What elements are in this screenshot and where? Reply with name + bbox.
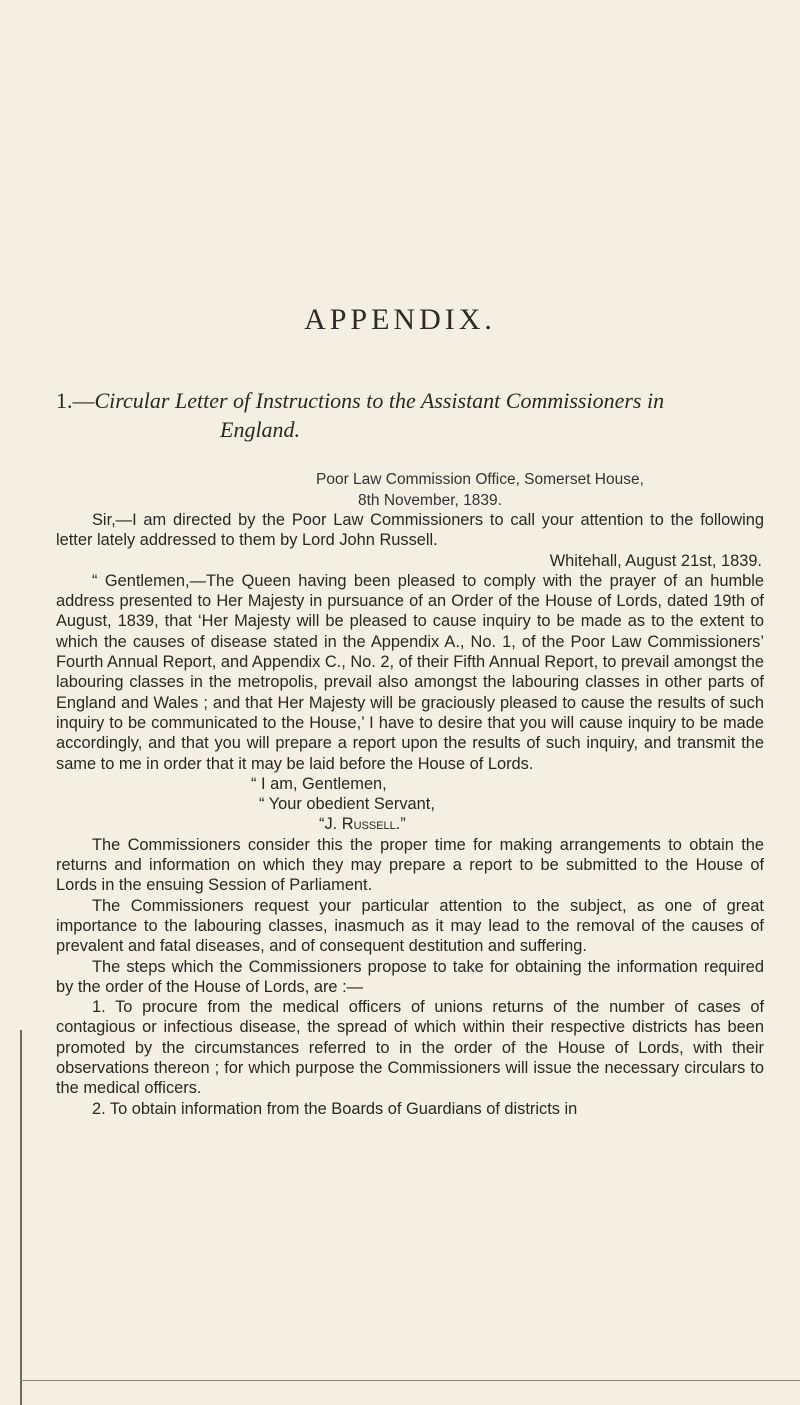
paragraph-sir: Sir,—I am directed by the Poor Law Commissioners to call your attention to the following letter lately addressed to them by Lord John Russell.	[56, 511, 764, 550]
office-address	[316, 469, 756, 511]
paragraph-commissioners1: The Commissioners consider this the proper time for making arrangements to obtain the returns and information on which they may prepare a report to be submitted to the House of Lords in the ensuing Session of Parliament.	[56, 835, 764, 895]
section-number: 1.—	[56, 388, 95, 413]
closing-line1: “ I am, Gentlemen,	[251, 774, 387, 793]
section-title-line1: Circular Letter of Instructions to the Assistant Commissioners in	[94, 388, 665, 413]
page-edge-vertical-line	[20, 1030, 22, 1405]
section-title-line2: England.	[220, 417, 301, 442]
page-edge-horizontal-line	[20, 1380, 800, 1381]
section-title	[56, 386, 766, 444]
paragraph-commissioners2: The Commissioners request your particular attention to the subject, as one of great importance to the labouring classes, inasmuch as it may lead to the removal of the causes of prevalent and fatal diseases, and of consequent destitution and suffering.	[56, 896, 764, 956]
list-item-2: 2. To obtain information from the Boards of Guardians of districts in	[92, 1099, 578, 1118]
address-line1: Poor Law Commission Office, Somerset House,	[316, 471, 644, 488]
list-item-1: 1. To procure from the medical officers of unions returns of the number of cases of contagious or infectious disease, the spread of which within their respective districts has been promoted by the circumstances referred to in the order of the House of Lords, with their observations thereon ; for which purpose the Commissioners will issue the necessary circulars to the medical officers.	[56, 998, 764, 1098]
closing-line2: “ Your obedient Servant,	[259, 795, 435, 814]
appendix-heading: APPENDIX.	[304, 303, 496, 336]
whitehall-dateline: Whitehall, August 21st, 1839.	[549, 551, 762, 570]
letter-body	[56, 510, 764, 1119]
paragraph-steps: The steps which the Commissioners propose to take for obtaining the information required by the order of the House of Lords, are :—	[56, 957, 764, 996]
paragraph-letter: “ Gentlemen,—The Queen having been pleased to comply with the prayer of an humble address presented to Her Majesty in pursuance of an Order of the House of Lords, dated 19th of August, 1839, that ‘Her Majesty will be pleased to cause inquiry to be made as to the extent to which the causes of disease stated in the Appendix A., No. 1, of the Poor Law Commissioners’ Fourth Annual Report, and Appendix C., No. 2, of their Fifth Annual Report, to prevail amongst the labouring classes in the metropolis, prevail also amongst the labouring classes in other parts of England and Wales ; and that Her Majesty will be graciously pleased to cause the results of such inquiry to be communicated to the House,’ I have to desire that you will cause inquiry to be made accordingly, and that you will prepare a report upon the results of such inquiry, and transmit the same to me in order that it may be laid before the House of Lords.	[56, 571, 764, 773]
signature: “J. Russell.”	[319, 815, 406, 834]
address-line2: 8th November, 1839.	[358, 492, 502, 509]
